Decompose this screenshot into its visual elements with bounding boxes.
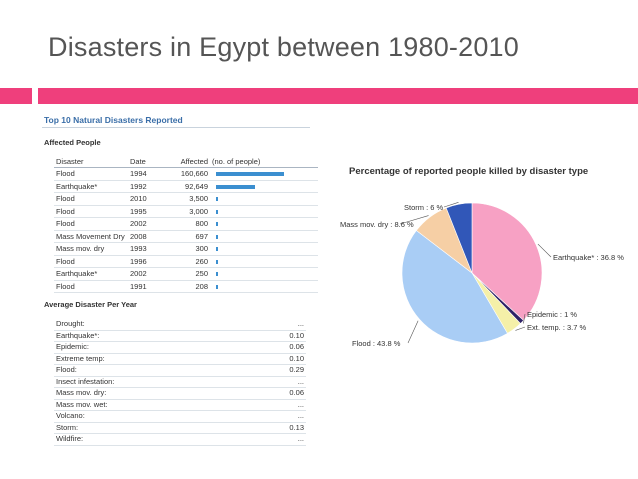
average-value: ... — [248, 399, 306, 411]
average-label: Storm: — [54, 422, 248, 434]
table-row — [54, 180, 318, 193]
table-row — [54, 319, 306, 330]
affected-bar — [216, 247, 218, 251]
average-label: Drought: — [54, 319, 248, 330]
table-row — [54, 218, 318, 231]
affected-bar — [216, 235, 218, 239]
panel-title: Top 10 Natural Disasters Reported — [44, 115, 183, 125]
col-disaster: Disaster — [54, 155, 128, 168]
date-cell: 2002 — [128, 268, 166, 281]
bar-cell — [210, 230, 318, 243]
top-disasters-table — [54, 155, 318, 293]
average-value: ... — [248, 411, 306, 423]
table-row — [54, 353, 306, 365]
table-row — [54, 411, 306, 423]
pie-chart — [340, 190, 638, 370]
pie-label: Ext. temp. : 3.7 % — [527, 323, 587, 332]
table-row — [54, 255, 318, 268]
table-row — [54, 205, 318, 218]
average-label: Earthquake*: — [54, 330, 248, 342]
bar-cell — [210, 193, 318, 206]
col-date: Date — [128, 155, 166, 168]
pie-label: Epidemic : 1 % — [527, 310, 578, 319]
affected-people-title: Affected People — [44, 138, 101, 147]
table-row — [54, 243, 318, 256]
disaster-cell: Flood — [54, 280, 128, 293]
bar-cell — [210, 280, 318, 293]
table-row — [54, 193, 318, 206]
affected-bar — [216, 272, 218, 276]
table-row — [54, 365, 306, 377]
date-cell: 2002 — [128, 218, 166, 231]
table-row — [54, 399, 306, 411]
average-label: Mass mov. dry: — [54, 388, 248, 400]
disaster-cell: Flood — [54, 205, 128, 218]
affected-bar — [216, 285, 218, 289]
table-row — [54, 268, 318, 281]
average-value: 0.06 — [248, 342, 306, 354]
slide-title: Disasters in Egypt between 1980-2010 — [48, 32, 519, 62]
pie-label: Storm : 6 % — [404, 203, 444, 212]
date-cell: 2008 — [128, 230, 166, 243]
affected-bar — [216, 210, 218, 214]
affected-cell: 208 — [166, 280, 210, 293]
date-cell: 1996 — [128, 255, 166, 268]
panel-divider — [42, 127, 310, 128]
average-value: ... — [248, 434, 306, 446]
disaster-cell: Flood — [54, 218, 128, 231]
affected-cell: 260 — [166, 255, 210, 268]
accent-band-right — [38, 88, 638, 104]
average-value: 0.13 — [248, 422, 306, 434]
table-row — [54, 376, 306, 388]
table-row — [54, 422, 306, 434]
average-label: Volcano: — [54, 411, 248, 423]
average-per-year-title: Average Disaster Per Year — [44, 300, 137, 309]
average-label: Insect infestation: — [54, 376, 248, 388]
date-cell: 2010 — [128, 193, 166, 206]
average-value: 0.06 — [248, 388, 306, 400]
table-header-row — [54, 155, 318, 168]
affected-cell: 160,660 — [166, 168, 210, 181]
date-cell: 1991 — [128, 280, 166, 293]
date-cell: 1995 — [128, 205, 166, 218]
affected-bar — [216, 172, 284, 176]
average-label: Flood: — [54, 365, 248, 377]
average-value: 0.10 — [248, 353, 306, 365]
disaster-cell: Mass mov. dry — [54, 243, 128, 256]
affected-cell: 3,500 — [166, 193, 210, 206]
affected-cell: 800 — [166, 218, 210, 231]
table-row — [54, 230, 318, 243]
table-row — [54, 330, 306, 342]
affected-cell: 3,000 — [166, 205, 210, 218]
disaster-cell: Earthquake* — [54, 180, 128, 193]
bar-cell — [210, 255, 318, 268]
average-value: 0.10 — [248, 330, 306, 342]
pie-leader-line — [408, 321, 418, 343]
disaster-cell: Mass Movement Dry — [54, 230, 128, 243]
date-cell: 1992 — [128, 180, 166, 193]
table-row — [54, 388, 306, 400]
col-no-of-people: (no. of people) — [210, 155, 318, 168]
affected-cell: 697 — [166, 230, 210, 243]
average-label: Epidemic: — [54, 342, 248, 354]
bar-cell — [210, 168, 318, 181]
average-label: Mass mov. wet: — [54, 399, 248, 411]
disaster-cell: Earthquake* — [54, 268, 128, 281]
disaster-cell: Flood — [54, 168, 128, 181]
disaster-cell: Flood — [54, 255, 128, 268]
col-affected: Affected — [166, 155, 210, 168]
pie-label: Flood : 43.8 % — [352, 339, 401, 348]
disaster-cell: Flood — [54, 193, 128, 206]
date-cell: 1994 — [128, 168, 166, 181]
pie-leader-line — [515, 327, 525, 330]
table-row — [54, 434, 306, 446]
bar-cell — [210, 218, 318, 231]
bar-cell — [210, 268, 318, 281]
disaster-panel — [42, 113, 310, 446]
affected-bar — [216, 260, 218, 264]
average-value: ... — [248, 319, 306, 330]
pie-label: Earthquake* : 36.8 % — [553, 253, 624, 262]
affected-bar — [216, 185, 255, 189]
table-row — [54, 342, 306, 354]
pie-label: Mass mov. dry : 8.6 % — [340, 220, 414, 229]
affected-bar — [216, 222, 218, 226]
date-cell: 1993 — [128, 243, 166, 256]
table-row — [54, 280, 318, 293]
affected-cell: 250 — [166, 268, 210, 281]
average-table — [54, 319, 306, 446]
average-value: ... — [248, 376, 306, 388]
bar-cell — [210, 243, 318, 256]
table-row — [54, 168, 318, 181]
pie-chart-title: Percentage of reported people killed by disaster type — [349, 166, 589, 177]
bar-cell — [210, 205, 318, 218]
average-value: 0.29 — [248, 365, 306, 377]
accent-band-left — [0, 88, 32, 104]
bar-cell — [210, 180, 318, 193]
affected-cell: 92,649 — [166, 180, 210, 193]
affected-bar — [216, 197, 218, 201]
average-label: Wildfire: — [54, 434, 248, 446]
affected-cell: 300 — [166, 243, 210, 256]
average-label: Extreme temp: — [54, 353, 248, 365]
